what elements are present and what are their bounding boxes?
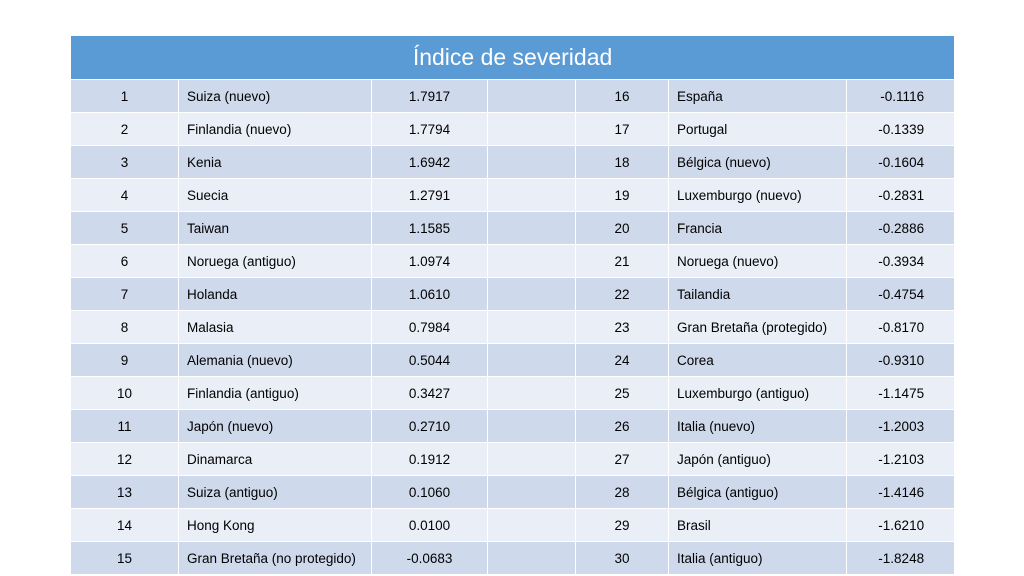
left-country-cell: Gran Bretaña (no protegido)	[179, 542, 372, 575]
right-rank-cell: 19	[576, 179, 669, 212]
left-country-cell: Holanda	[179, 278, 372, 311]
table-row	[71, 212, 955, 245]
right-country-cell: Luxemburgo (antiguo)	[669, 377, 847, 410]
left-rank-cell: 11	[71, 410, 179, 443]
table-row	[71, 476, 955, 509]
right-value-cell: -0.1116	[847, 80, 955, 113]
right-country-cell: Gran Bretaña (protegido)	[669, 311, 847, 344]
right-value-cell: -1.2103	[847, 443, 955, 476]
left-country-cell: Suiza (nuevo)	[179, 80, 372, 113]
right-value-cell: -1.1475	[847, 377, 955, 410]
spacer-cell	[488, 212, 576, 245]
right-rank-cell: 25	[576, 377, 669, 410]
right-country-cell: España	[669, 80, 847, 113]
left-value-cell: 1.6942	[372, 146, 488, 179]
right-rank-cell: 23	[576, 311, 669, 344]
left-rank-cell: 1	[71, 80, 179, 113]
right-rank-cell: 18	[576, 146, 669, 179]
spacer-cell	[488, 377, 576, 410]
left-value-cell: 1.1585	[372, 212, 488, 245]
left-country-cell: Finlandia (antiguo)	[179, 377, 372, 410]
right-country-cell: Italia (nuevo)	[669, 410, 847, 443]
right-rank-cell: 22	[576, 278, 669, 311]
left-value-cell: 0.5044	[372, 344, 488, 377]
spacer-cell	[488, 311, 576, 344]
right-rank-cell: 27	[576, 443, 669, 476]
table-row	[71, 443, 955, 476]
right-country-cell: Bélgica (nuevo)	[669, 146, 847, 179]
right-rank-cell: 17	[576, 113, 669, 146]
left-value-cell: 0.1912	[372, 443, 488, 476]
left-rank-cell: 3	[71, 146, 179, 179]
right-country-cell: Corea	[669, 344, 847, 377]
left-country-cell: Alemania (nuevo)	[179, 344, 372, 377]
left-value-cell: 1.7917	[372, 80, 488, 113]
left-country-cell: Suiza (antiguo)	[179, 476, 372, 509]
right-rank-cell: 20	[576, 212, 669, 245]
right-value-cell: -0.9310	[847, 344, 955, 377]
right-rank-cell: 28	[576, 476, 669, 509]
table-row	[71, 113, 955, 146]
right-country-cell: Luxemburgo (nuevo)	[669, 179, 847, 212]
right-country-cell: Japón (antiguo)	[669, 443, 847, 476]
left-value-cell: 1.7794	[372, 113, 488, 146]
left-value-cell: 0.1060	[372, 476, 488, 509]
spacer-cell	[488, 113, 576, 146]
right-country-cell: Noruega (nuevo)	[669, 245, 847, 278]
right-country-cell: Bélgica (antiguo)	[669, 476, 847, 509]
left-value-cell: 0.3427	[372, 377, 488, 410]
right-value-cell: -1.4146	[847, 476, 955, 509]
table-row	[71, 278, 955, 311]
table-row	[71, 542, 955, 575]
right-value-cell: -0.2886	[847, 212, 955, 245]
spacer-cell	[488, 146, 576, 179]
table-row	[71, 146, 955, 179]
right-value-cell: -0.3934	[847, 245, 955, 278]
left-value-cell: 1.0974	[372, 245, 488, 278]
left-rank-cell: 15	[71, 542, 179, 575]
right-country-cell: Francia	[669, 212, 847, 245]
right-rank-cell: 24	[576, 344, 669, 377]
right-rank-cell: 21	[576, 245, 669, 278]
spacer-cell	[488, 443, 576, 476]
spacer-cell	[488, 542, 576, 575]
left-country-cell: Finlandia (nuevo)	[179, 113, 372, 146]
left-rank-cell: 10	[71, 377, 179, 410]
left-value-cell: 0.2710	[372, 410, 488, 443]
right-value-cell: -0.1604	[847, 146, 955, 179]
table-row	[71, 344, 955, 377]
left-country-cell: Suecia	[179, 179, 372, 212]
left-rank-cell: 4	[71, 179, 179, 212]
left-country-cell: Hong Kong	[179, 509, 372, 542]
right-rank-cell: 26	[576, 410, 669, 443]
right-country-cell: Brasil	[669, 509, 847, 542]
left-rank-cell: 9	[71, 344, 179, 377]
left-rank-cell: 2	[71, 113, 179, 146]
spacer-cell	[488, 344, 576, 377]
left-rank-cell: 6	[71, 245, 179, 278]
spacer-cell	[488, 179, 576, 212]
left-country-cell: Japón (nuevo)	[179, 410, 372, 443]
left-country-cell: Dinamarca	[179, 443, 372, 476]
spacer-cell	[488, 278, 576, 311]
severity-index-table	[70, 35, 955, 575]
right-value-cell: -0.1339	[847, 113, 955, 146]
right-rank-cell: 30	[576, 542, 669, 575]
right-value-cell: -1.8248	[847, 542, 955, 575]
table-row	[71, 80, 955, 113]
table-row	[71, 509, 955, 542]
table-row	[71, 245, 955, 278]
spacer-cell	[488, 410, 576, 443]
left-country-cell: Noruega (antiguo)	[179, 245, 372, 278]
table-title: Índice de severidad	[71, 36, 955, 80]
left-rank-cell: 7	[71, 278, 179, 311]
left-country-cell: Kenia	[179, 146, 372, 179]
left-rank-cell: 5	[71, 212, 179, 245]
right-value-cell: -0.8170	[847, 311, 955, 344]
right-value-cell: -0.4754	[847, 278, 955, 311]
right-rank-cell: 16	[576, 80, 669, 113]
table-row	[71, 311, 955, 344]
left-value-cell: 1.0610	[372, 278, 488, 311]
left-value-cell: -0.0683	[372, 542, 488, 575]
left-value-cell: 0.7984	[372, 311, 488, 344]
left-value-cell: 1.2791	[372, 179, 488, 212]
left-value-cell: 0.0100	[372, 509, 488, 542]
left-rank-cell: 8	[71, 311, 179, 344]
spacer-cell	[488, 80, 576, 113]
left-rank-cell: 13	[71, 476, 179, 509]
right-value-cell: -1.6210	[847, 509, 955, 542]
table-row	[71, 179, 955, 212]
spacer-cell	[488, 245, 576, 278]
table-row	[71, 410, 955, 443]
table-row	[71, 377, 955, 410]
left-rank-cell: 14	[71, 509, 179, 542]
right-rank-cell: 29	[576, 509, 669, 542]
right-country-cell: Tailandia	[669, 278, 847, 311]
right-country-cell: Portugal	[669, 113, 847, 146]
right-value-cell: -0.2831	[847, 179, 955, 212]
spacer-cell	[488, 476, 576, 509]
left-country-cell: Malasia	[179, 311, 372, 344]
right-country-cell: Italia (antiguo)	[669, 542, 847, 575]
left-country-cell: Taiwan	[179, 212, 372, 245]
left-rank-cell: 12	[71, 443, 179, 476]
table-body	[71, 80, 955, 575]
right-value-cell: -1.2003	[847, 410, 955, 443]
spacer-cell	[488, 509, 576, 542]
